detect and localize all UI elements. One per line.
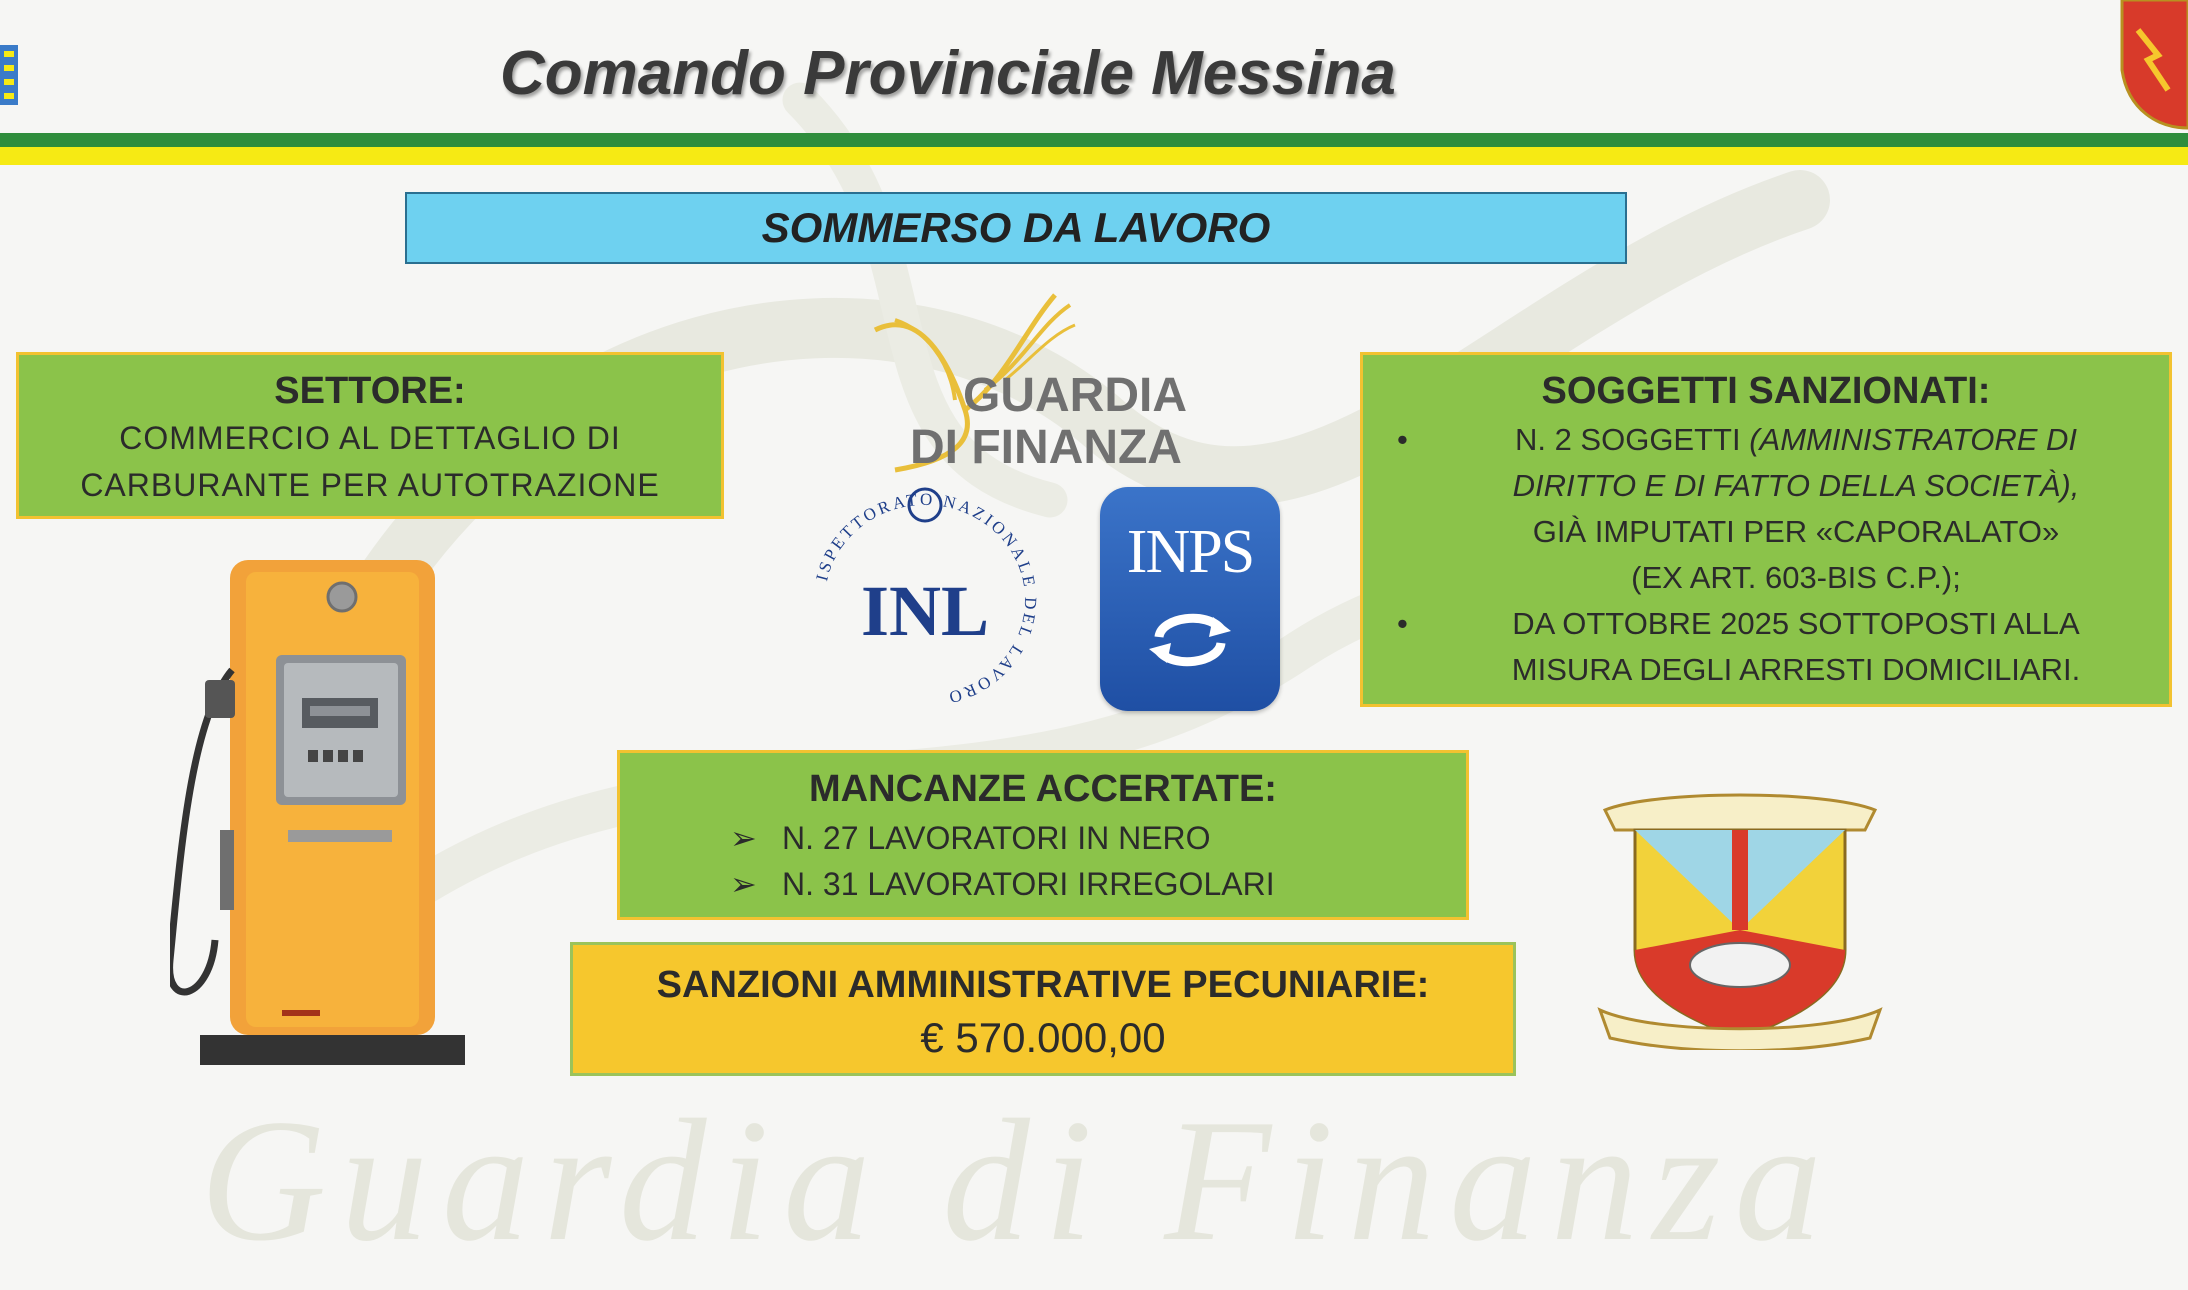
- settore-heading: SETTORE:: [274, 370, 466, 412]
- sanzioni-value: € 570.000,00: [920, 1014, 1166, 1061]
- sanzioni-heading: SANZIONI AMMINISTRATIVE PECUNIARIE:: [656, 964, 1430, 1006]
- bullet-icon: •: [1397, 422, 1408, 457]
- settore-line: CARBURANTE PER AUTOTRAZIONE: [80, 467, 660, 503]
- soggetti-item-1: [1387, 417, 2145, 463]
- mancanze-box: [617, 750, 1469, 920]
- soggetti-box: [1360, 352, 2172, 707]
- mancanze-heading: MANCANZE ACCERTATE:: [809, 768, 1277, 810]
- settore-line: COMMERCIO AL DETTAGLIO DI: [119, 420, 621, 456]
- list-item: ➢ N. 31 LAVORATORI IRREGOLARI: [620, 861, 1466, 907]
- fuel-pump-icon: [170, 560, 490, 1070]
- watermark-text: Guardia di Finanza: [200, 1083, 1836, 1277]
- inl-ring-text: ISPETTORATO NAZIONALE DEL LAVORO: [812, 489, 1041, 708]
- gdf-logo-text: DI FINANZA: [910, 421, 1182, 474]
- inps-logo-text: INPS: [1126, 518, 1254, 586]
- bullet-icon: •: [1397, 606, 1408, 641]
- gdf-logo-text: GUARDIA: [963, 369, 1187, 422]
- inl-monogram: INL: [860, 571, 990, 651]
- soggetti-heading: SOGGETTI SANZIONATI:: [1541, 370, 1991, 412]
- sanzioni-box: [570, 942, 1516, 1076]
- soggetti-text: GIÀ IMPUTATI PER «CAPORALATO»: [1532, 514, 2060, 549]
- header-stripe-yellow: [0, 147, 2188, 165]
- inps-arrows-icon: [1147, 605, 1233, 675]
- header-stripe-green: [0, 133, 2188, 147]
- arrow-bullet-icon: ➢: [730, 866, 757, 902]
- inps-logo: [1100, 487, 1280, 711]
- soggetti-text-italic: (AMMINISTRATORE DI: [1749, 422, 2078, 457]
- section-banner: SOMMERSO DA LAVORO: [405, 192, 1627, 264]
- soggetti-text-italic: DIRITTO E DI FATTO DELLA SOCIETÀ),: [1512, 468, 2080, 503]
- list-item: ➢ N. 27 LAVORATORI IN NERO: [620, 815, 1466, 861]
- soggetti-text: N. 2 SOGGETTI: [1514, 422, 1750, 457]
- arrow-bullet-icon: ➢: [730, 820, 757, 856]
- company-crest-icon: [1595, 780, 1885, 1050]
- soggetti-item-2: [1387, 601, 2145, 647]
- top-right-crest-icon: [2118, 0, 2188, 130]
- page-title: Comando Provinciale Messina: [500, 39, 1396, 108]
- settore-box: [16, 352, 724, 519]
- soggetti-text: MISURA DEGLI ARRESTI DOMICILIARI.: [1511, 652, 2081, 687]
- inl-logo: [785, 485, 1065, 715]
- soggetti-text: (EX ART. 603-BIS C.P.);: [1631, 560, 1961, 595]
- left-emblem-icon: [0, 25, 26, 130]
- soggetti-text: DA OTTOBRE 2025 SOTTOPOSTI ALLA: [1512, 606, 2080, 641]
